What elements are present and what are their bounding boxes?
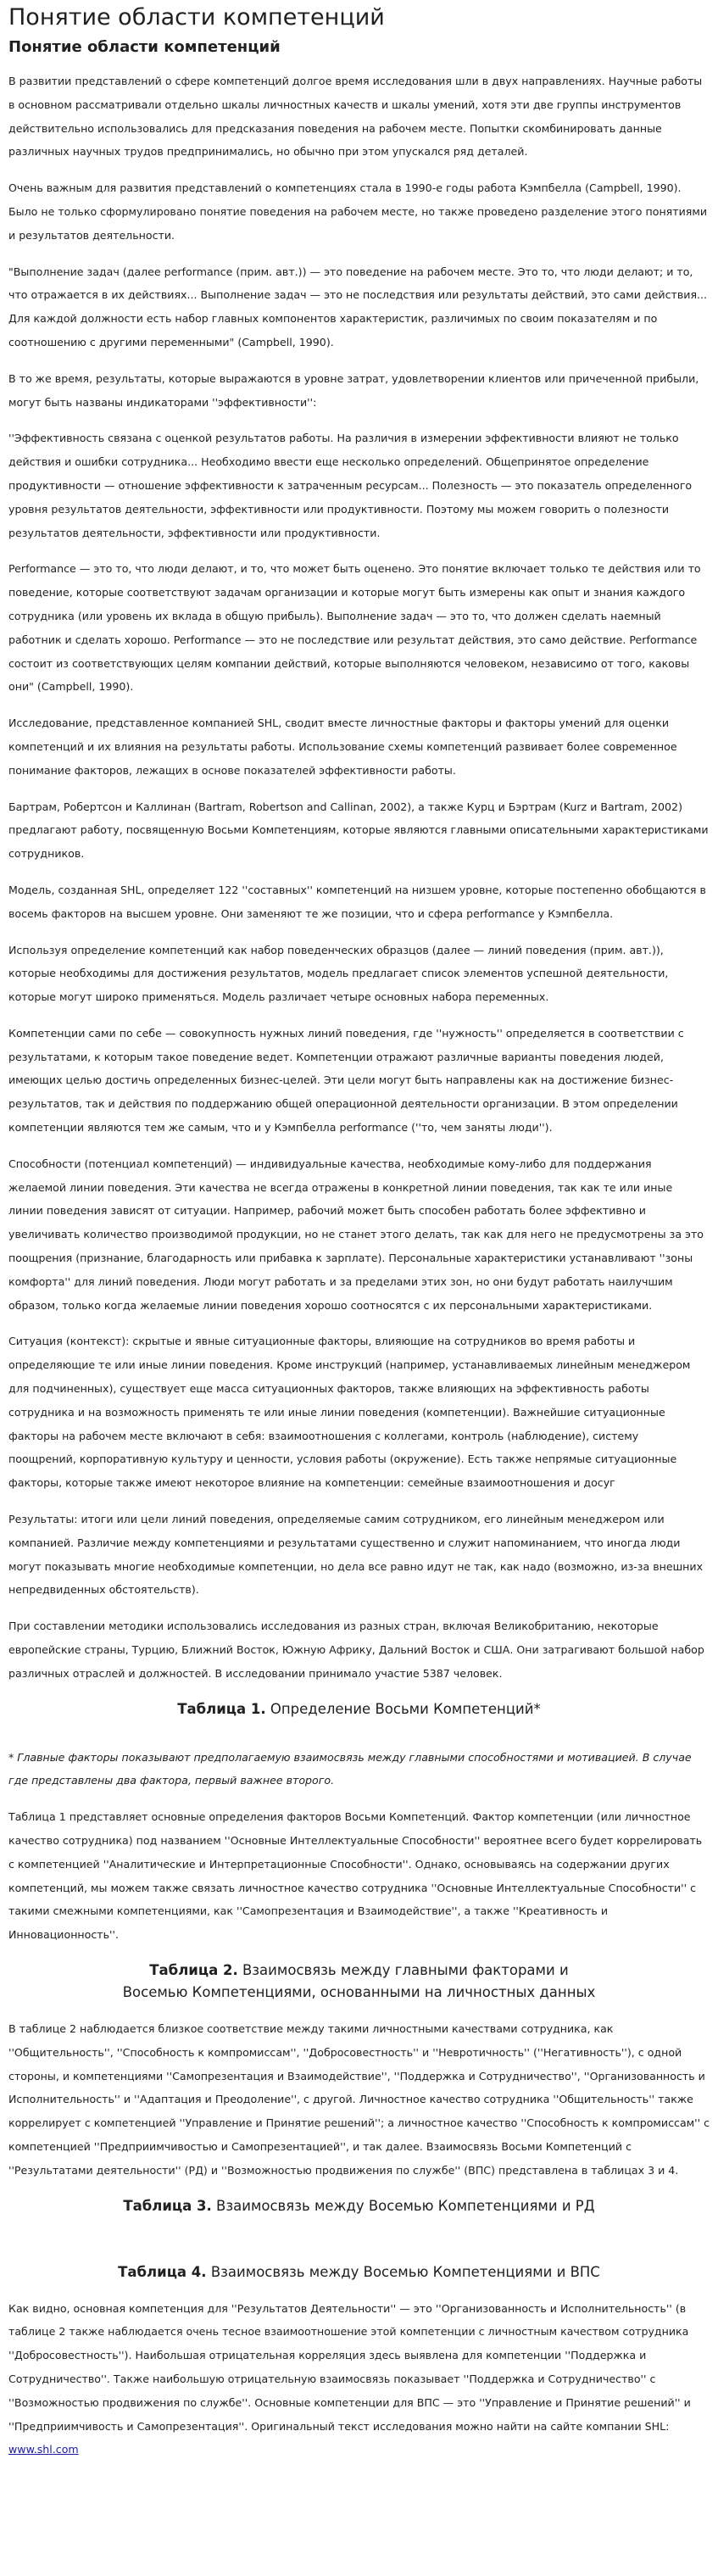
table-4-label: Таблица 4.	[118, 2263, 207, 2280]
table-1-caption	[8, 1698, 710, 1720]
table-3-placeholder	[8, 2231, 710, 2256]
body-paragraph: "Выполнение задач (далее performance (прим. авт.)) — это поведение на рабочем месте. Это то, что люди делают; и то, что отражается в их действиях... Выполнение задач — это не последствия или результаты действий, это сами действия... Для каждой должности есть набор главных компонентов характеристик, различимых по своим показателям и по соотношению с другими переменными" (Campbell, 1990).	[8, 265, 708, 348]
body-paragraph: Компетенции сами по себе — совокупность нужных линий поведения, где ''нужность'' определяется в соответствии с результатами, к которым такое поведение ведет. Компетенции отражают различные варианты поведения людей, имеющих целью достичь определенных бизнес-целей. Эти цели могут быть направлены как на достижение бизнес-результатов, так и действия по поддержанию общей операционной деятельности организации. В этом определении компетенции являются тем же самым, что и у Кэмпбелла performance (''то, чем заняты люди'').	[8, 1026, 684, 1135]
table-1-label: Таблица 1.	[177, 1700, 266, 1717]
body-paragraph: Исследование, представленное компанией SHL, сводит вместе личностные факторы и факторы умений для оценки компетенций и их влияния на результаты работы. Использование схемы компетенций развивает более современное понимание факторов, лежащих в основе показателей эффективности работы.	[8, 716, 677, 777]
table-2-label: Таблица 2.	[149, 1961, 238, 1978]
body-paragraph: Используя определение компетенций как набор поведенческих образцов (далее — линий поведения (прим. авт.)), которые необходимы для достижения результатов, модель предлагает список элементов успешной деятельности, которые могут широко применяться. Модель различает четыре основных набора переменных.	[8, 943, 669, 1004]
article-body	[8, 70, 710, 1686]
body-paragraph: ''Эффективность связана с оценкой результатов работы. На различия в измерении эффективности влияют не только действия и ошибки сотрудника... Необходимо ввести еще несколько определений. Общепринятое определение продуктивности — отношение эффективности к затраченным ресурсам... Полезность — это показатель определенного уровня результатов деятельности, эффективности или продуктивности. Поэтому мы можем говорить о полезности результатов деятельности, эффективности или продуктивности.	[8, 432, 693, 539]
body-paragraph: Способности (потенциал компетенций) — индивидуальные качества, необходимые кому-либо для поддержания желаемой линии поведения. Эти качества не всегда отражены в конкретной линии поведения, так как те или иные линии поведения зависят от ситуации. Например, рабочий может быть способен работать более эффективно и увеличивать количество производимой продукции, но не станет этого делать, так как для него не предусмотрены за это поощрения (признание, благодарность или прибавка к зарплате). Персональные характеристики устанавливают ''зоны комфорта'' для линий поведения. Люди могут работать и за пределами этих зон, но они будут работать наилучшим образом, только когда желаемые линии поведения хорошо соотносятся с их персональными характеристиками.	[8, 1157, 704, 1312]
body-paragraph: Очень важным для развития представлений о компетенциях стала в 1990-е годы работа Кэмпбелла (Campbell, 1990). Было не только сформулировано понятие поведения на рабочем месте, но также проведено разделение этого понятиями и результатов деятельности.	[8, 181, 708, 242]
body-paragraph: Performance — это то, что люди делают, и то, что может быть оценено. Это понятие включает только те действия или то поведение, которые соответствуют задачам организации и которые могут быть измерены как опыт и знания каждого сотрудника (или уровень их вклада в общую прибыль). Выполнение задач — это то, что должен сделать наемный работник и сделать хорошо. Performance — это не последствие или результат действия, это само действие. Performance состоит из соответствующих целям компании действий, которые выполняются человеком, независимо от того, каковы они" (Campbell, 1990).	[8, 562, 701, 694]
body-paragraph: Результаты: итоги или цели линий поведения, определяемые самим сотрудником, его линейным менеджером или компанией. Различие между компетенциями и результатами существенно и служит напоминанием, что иногда люди могут показывать многие необходимые компетенции, но дела все равно идут не так, как надо (возможно, из-за внешних непредвиденных обстоятельств).	[8, 1513, 704, 1597]
table-3-title: Взаимосвязь между Восемью Компетенциями и РД	[216, 2197, 595, 2214]
body-paragraph: При составлении методики использовались исследования из разных стран, включая Великобританию, некоторые европейские страны, Турцию, Ближний Восток, Южную Африку, Дальний Восток и США. Они затрагивают большой набор различных отраслей и должностей. В исследовании принимало участие 5387 человек.	[8, 1620, 704, 1680]
table-2-caption	[8, 1960, 710, 2004]
table-2-title-line1: Взаимосвязь между главными факторами и	[242, 1961, 569, 1978]
table-1-title: Определение Восьми Компетенций*	[270, 1700, 541, 1717]
final-paragraph	[8, 2297, 710, 2462]
table-3-caption	[8, 2195, 710, 2217]
final-paragraph-text: Как видно, основная компетенция для ''Результатов Деятельности'' — это ''Организованность и Исполнительность'' (в таблице 2 также наблюдается очень тесное взаимоотношение этой компетенции с личностным качеством сотрудника ''Добросовестность''). Наибольшая отрицательная корреляция здесь выявлена для компетенции ''Поддержка и Сотрудничество''. Также наибольшую отрицательную взаимосвязь показывает ''Поддержка и Сотрудничество'' с ''Возможностью продвижения по службе''. Основные компетенции для ВПС — это ''Управление и Принятие решений'' и ''Предприимчивость и Самопрезентация''. Оригинальный текст исследования можно найти на сайте компании SHL:	[8, 2301, 691, 2433]
body-paragraph: В развитии представлений о сфере компетенций долгое время исследования шли в двух направлениях. Научные работы в основном рассматривали отдельно шкалы личностных качеств и шкалы умений, хотя эти две группы инструментов действительно использовались для предсказания поведения на рабочем месте. Попытки скомбинировать данные различных научных трудов предпринимались, но обычно при этом упускался ряд деталей.	[8, 75, 703, 159]
article-title: Понятие области компетенций	[8, 38, 281, 56]
paragraph-after-table-1: Таблица 1 представляет основные определения факторов Восьми Компетенций. Фактор компетенции (или личностное качество сотрудника) под названием ''Основные Интеллектуальные Способности'' вероятнее всего будет коррелировать с компетенцией ''Аналитические и Интерпретационные Способности''. Однако, основываясь на содержании других компетенций, мы можем также связать личностное качество сотрудника ''Основные Интеллектуальные Способности'' с такими смежными компетенциями, как ''Самопрезентация и Взаимодействие'', а также ''Креативность и Инновационность''.	[8, 1810, 703, 1942]
body-paragraph: Бартрам, Робертсон и Каллинан (Bartram, Robertson and Callinan, 2002), а также Курц и Бэртрам (Kurz и Bartram, 2002) предлагают работу, посвященную Восьми Компетенциям, которые являются главными описательными характеристиками сотрудников.	[8, 800, 709, 861]
table-4-caption	[8, 2261, 710, 2283]
footnote: * Главные факторы показывают предполагаемую взаимосвязь между главными способностями и мотивацией. В случае где представлены два фактора, первый важнее второго.	[8, 1750, 692, 1787]
body-paragraph: Ситуация (контекст): скрытые и явные ситуационные факторы, влияющие на сотрудников во время работы и определяющие те или иные линии поведения. Кроме инструкций (например, устанавливаемых линейным менеджером для подчиненных), существует еще масса ситуационных факторов, также влияющих на эффективность работы сотрудника и на возможность применять те или иные линии поведения (компетенции). Важнейшие ситуационные факторы на рабочем месте включают в себя: взаимоотношения с коллегами, контроль (наблюдение), систему поощрений, корпоративную культуру и ценности, условия работы (окружение). Есть также непрямые ситуационные факторы, которые также имеют некоторое влияние на компетенции: семейные взаимоотношения и досуг	[8, 1335, 691, 1490]
body-paragraph: В то же время, результаты, которые выражаются в уровне затрат, удовлетворении клиентов или причеченной прибыли, могут быть названы индикаторами ''эффективности'':	[8, 371, 699, 409]
paragraph-after-table-2: В таблице 2 наблюдается близкое соответствие между такими личностными качествами сотрудника, как ''Общительность'', ''Способность к компромиссам'', ''Добросовестность'' и ''Невротичность'' (''Негативность''), с одной стороны, и компетенциями ''Самопрезентация и Взаимодействие'', ''Поддержка и Сотрудничество'', ''Организованность и Исполнительность'' и ''Адаптация и Преодоление'', с другой. Личностное качество сотрудника ''Общительность'' также коррелирует с компетенцией ''Управление и Принятие решений''; а личностное качество ''Способность к компромиссам'' с компетенцией ''Предприимчивостью и Самопрезентацией'', и так далее. Взаимосвязь Восьми Компетенций с ''Результатами деятельности'' (РД) и ''Возможностью продвижения по службе'' (ВПС) представлена в таблицах 3 и 4.	[8, 2021, 710, 2177]
table-4-title: Взаимосвязь между Восемью Компетенциями и ВПС	[210, 2263, 600, 2280]
page-title: Понятие области компетенций	[8, 4, 385, 31]
shl-website-link[interactable]: www.shl.com	[8, 2443, 79, 2456]
table-2-title-line2: Восемью Компетенциями, основанными на личностных данных	[122, 1983, 596, 2000]
table-3-label: Таблица 3.	[123, 2197, 212, 2214]
body-paragraph: Модель, созданная SHL, определяет 122 ''составных'' компетенций на низшем уровне, которые постепенно обобщаются в восемь факторов на высшем уровне. Они заменяют те же позиции, что и сфера performance у Кэмпбелла.	[8, 883, 706, 920]
